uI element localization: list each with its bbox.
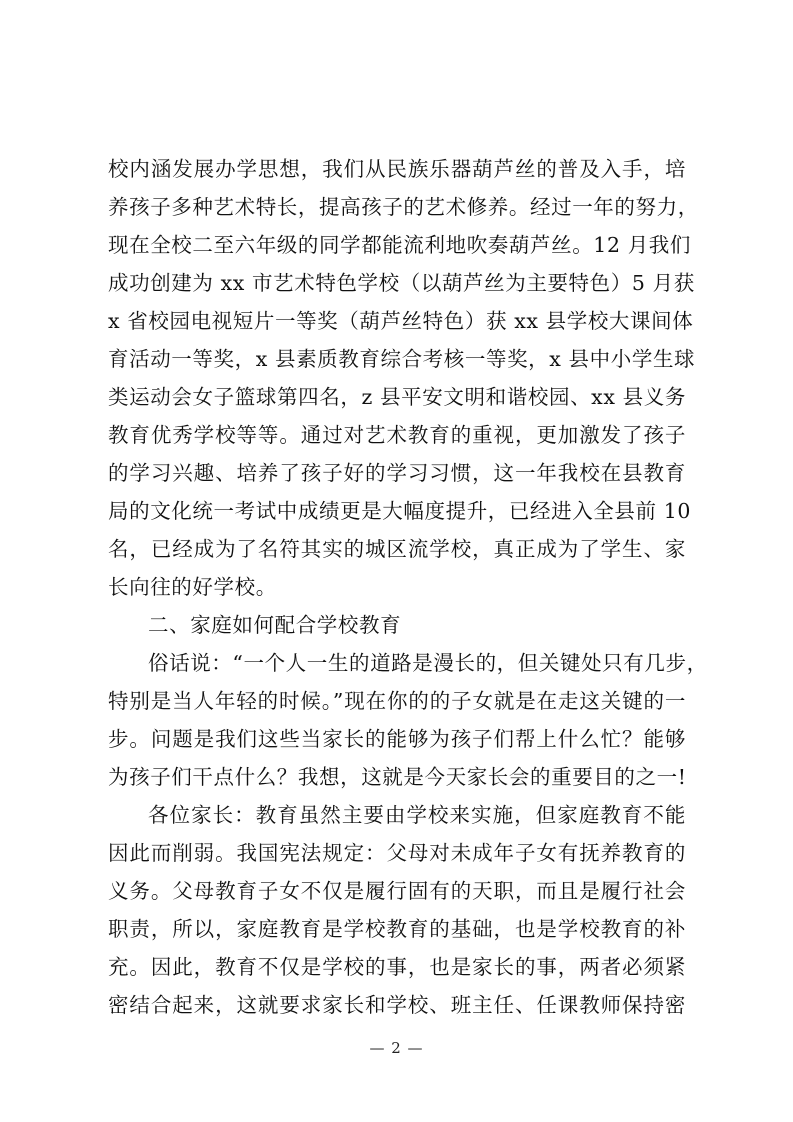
text-line: 局的文化统一考试中成绩更是大幅度提升，已经进入全县前 10 (108, 499, 691, 523)
text-line: 类运动会女子篮球第四名，z 县平安文明和谐校园、xx 县义务 (108, 385, 686, 409)
text-line: 校内涵发展办学思想，我们从民族乐器葫芦丝的普及入手，培 (108, 157, 686, 181)
text-line: 密结合起来，这就要求家长和学校、班主任、任课教师保持密 (108, 993, 686, 1017)
text-line: 养孩子多种艺术特长，提高孩子的艺术修养。经过一年的努力， (108, 195, 699, 219)
text-line: 名，已经成为了名符其实的城区流学校，真正成为了学生、家 (108, 537, 686, 561)
text-line: 步。问题是我们这些当家长的能够为孩子们帮上什么忙？能够 (108, 727, 686, 751)
text-line: x 省校园电视短片一等奖（葫芦丝特色）获 xx 县学校大课间体 (108, 309, 694, 333)
text-line: 充。因此，教育不仅是学校的事，也是家长的事，两者必须紧 (108, 955, 686, 979)
text-line: 各位家长：教育虽然主要由学校来实施，但家庭教育不能 (148, 803, 686, 827)
text-line: 育活动一等奖，x 县素质教育综合考核一等奖，x 县中小学生球 (108, 347, 696, 371)
text-line: 特别是当人年轻的时候。”现在你的的子女就是在走这关键的一 (108, 689, 686, 713)
text-line: 的学习兴趣、培养了孩子好的学习习惯，这一年我校在县教育 (108, 461, 686, 485)
text-line: 成功创建为 xx 市艺术特色学校（以葫芦丝为主要特色）5 月获 (108, 271, 695, 295)
text-line: 长向往的好学校。 (108, 575, 277, 599)
text-line: 现在全校二至六年级的同学都能流利地吹奏葫芦丝。12 月我们 (108, 233, 691, 257)
text-line: 职责，所以，家庭教育是学校教育的基础，也是学校教育的补 (108, 917, 686, 941)
text-line: 教育优秀学校等等。通过对艺术教育的重视，更加激发了孩子 (108, 423, 686, 447)
text-line: 义务。父母教育子女不仅是履行固有的天职，而且是履行社会 (108, 879, 686, 903)
text-line: 为孩子们干点什么？我想，这就是今天家长会的重要目的之一! (108, 765, 687, 789)
section-heading: 二、家庭如何配合学校教育 (148, 613, 402, 637)
page-number: — 2 — (369, 1039, 424, 1057)
text-line: 俗话说：“一个人一生的道路是漫长的，但关键处只有几步， (148, 651, 708, 675)
text-line: 因此而削弱。我国宪法规定：父母对未成年子女有抚养教育的 (108, 841, 686, 865)
